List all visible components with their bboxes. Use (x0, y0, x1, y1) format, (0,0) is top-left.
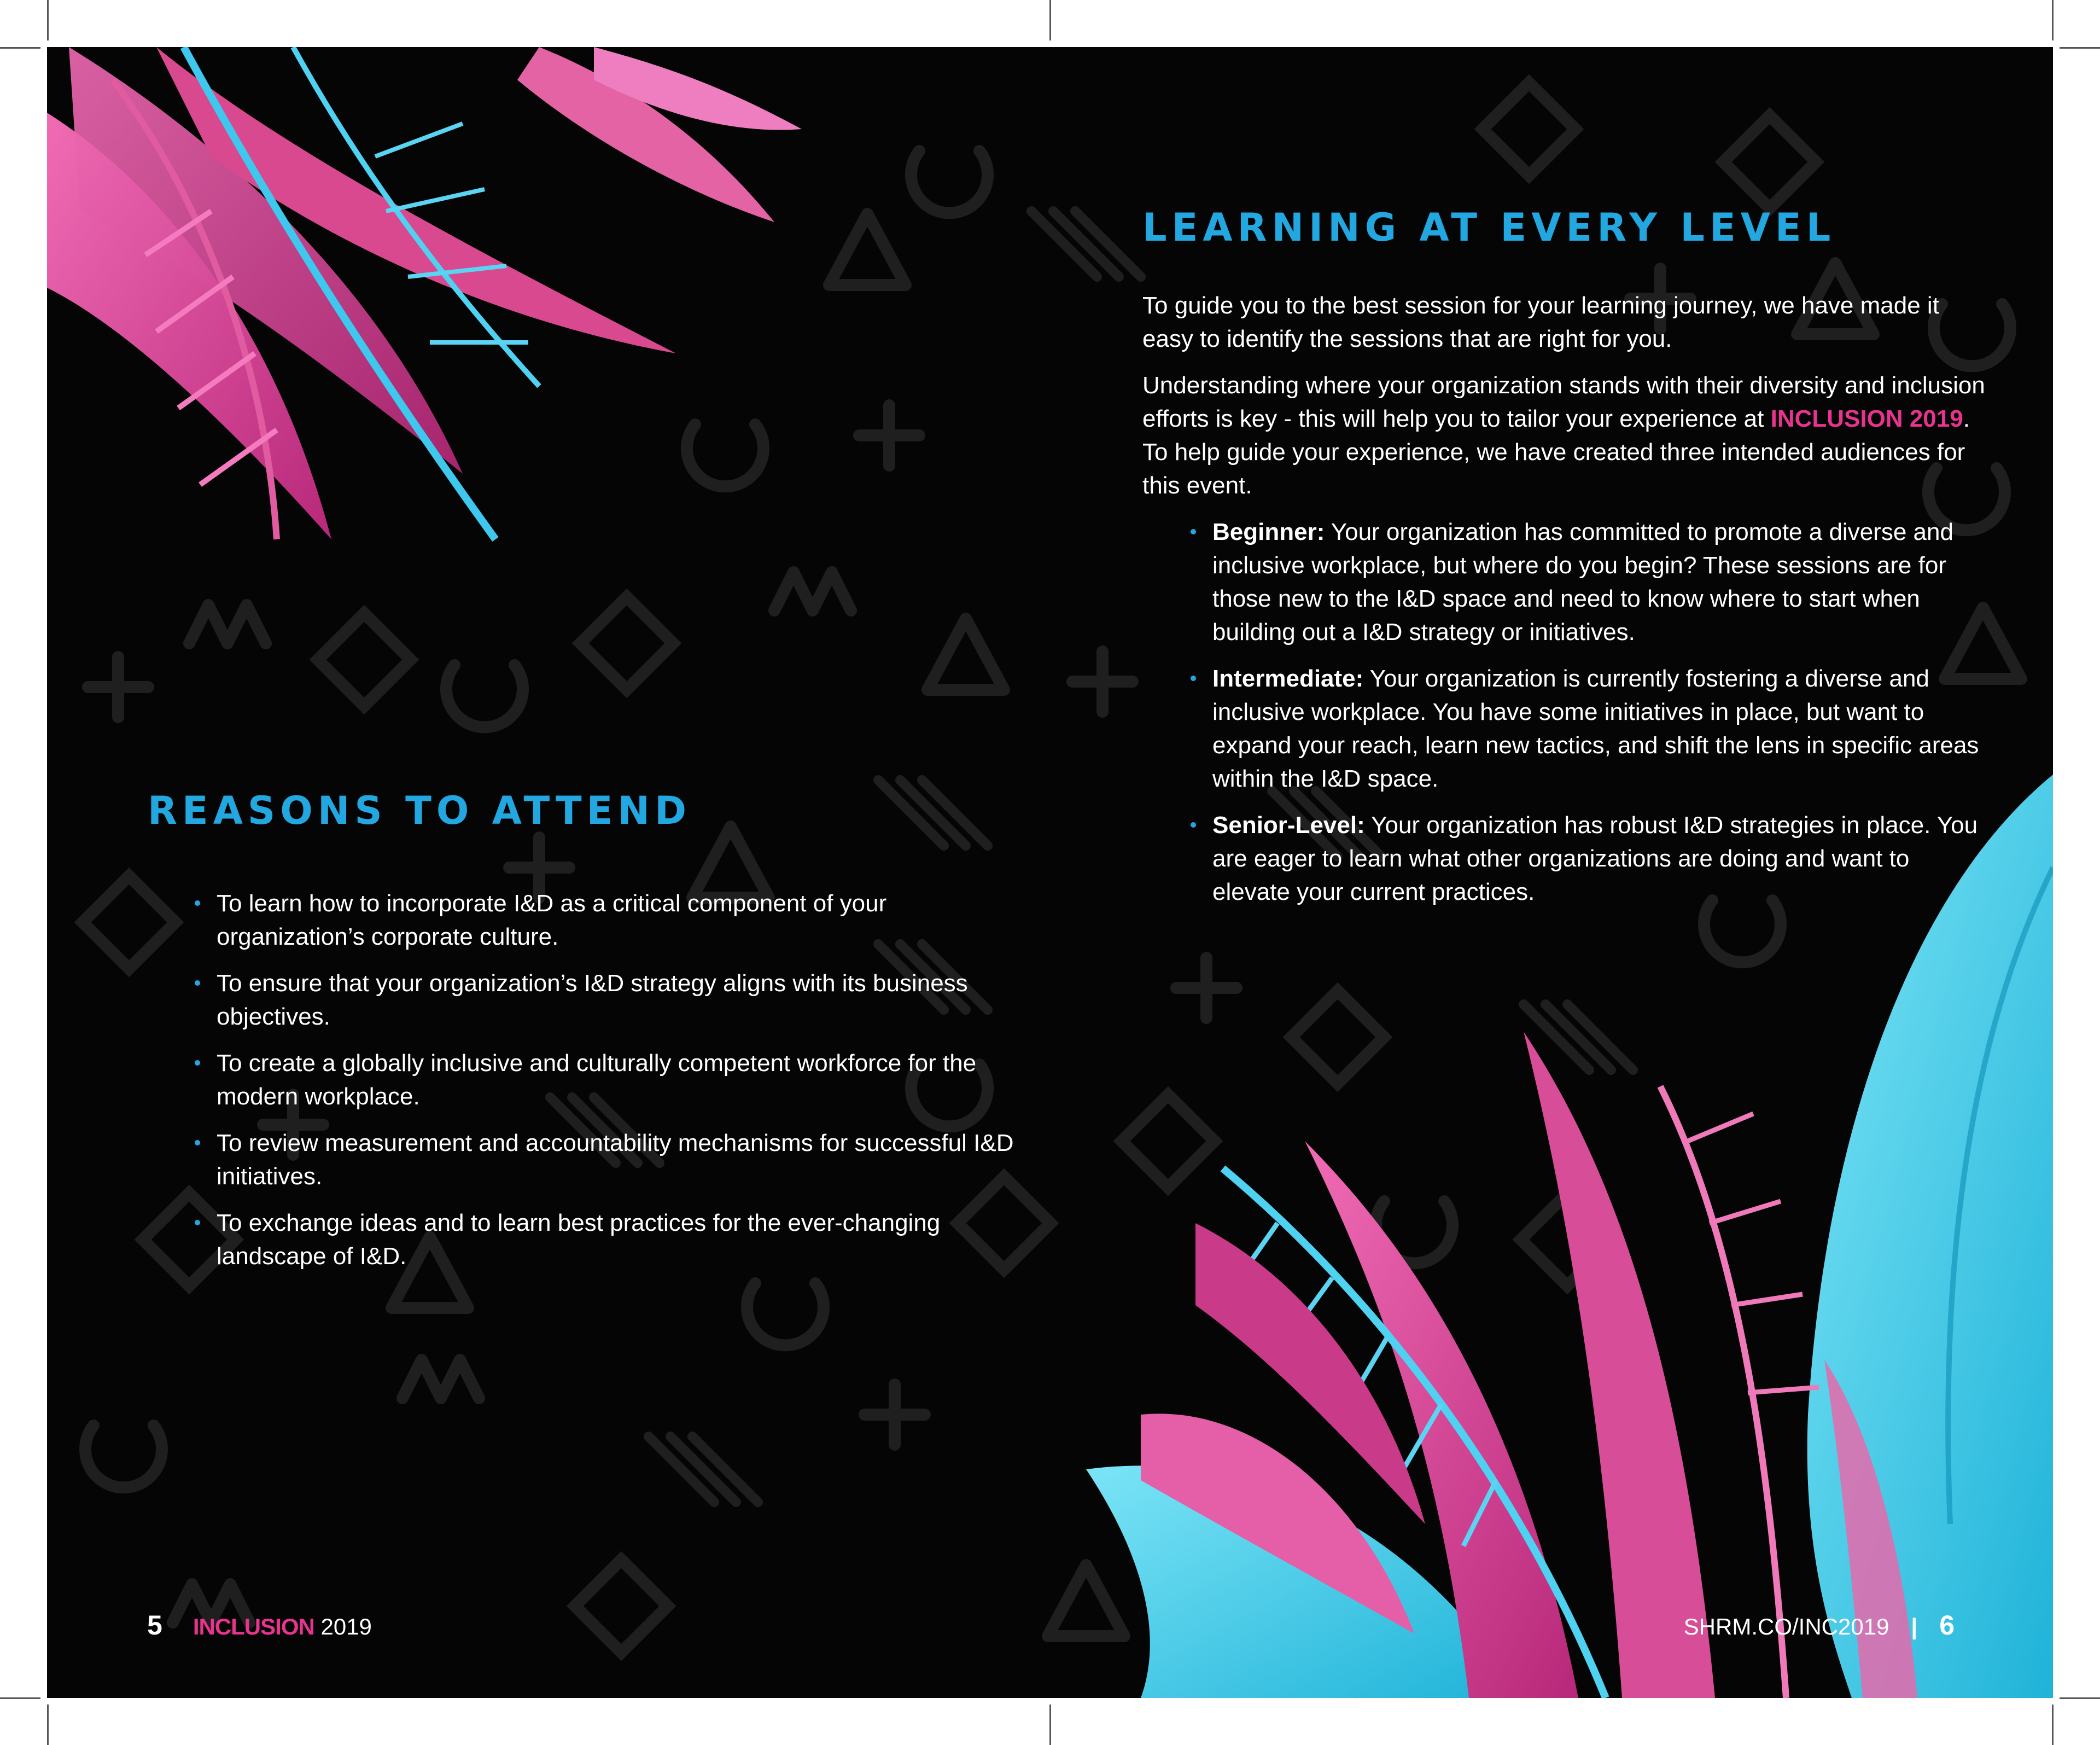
crop-mark (0, 1697, 40, 1699)
bullet-icon (1191, 822, 1196, 828)
crop-mark (0, 47, 40, 49)
reason-text: To create a globally inclusive and culturally competent workforce for the modern workplace. (217, 1050, 977, 1110)
footer-separator: | (1911, 1614, 1918, 1639)
list-item (1189, 662, 1990, 795)
bullet-icon (195, 1060, 200, 1066)
list-item (194, 1126, 1019, 1193)
crop-mark (1049, 0, 1051, 40)
level-text: Your organization is currently fostering a diverse and inclusive workplace. You have some initiatives in place, but want to expand your reach, learn new tactics, and shift the lens in specific areas within the I&D space. (1212, 665, 1979, 792)
list-item (1189, 808, 1990, 909)
footer-url: SHRM.CO/INC2019 (1683, 1614, 1889, 1639)
intro-paragraph: To guide you to the best session for your learning journey, we have made it easy to identify the sessions that are right for you. (1142, 292, 1939, 352)
levels-list (1189, 515, 1990, 909)
audience-paragraph: Understanding where your organization stands with their diversity and inclusion efforts is key - this will help you to tailor your experience at INCLUSION 2019. To help guide your experience, we have created three intended audiences for this event. (1142, 372, 1985, 499)
bullet-icon (195, 1140, 200, 1145)
level-term: Senior-Level: (1212, 812, 1365, 839)
reasons-list-block (194, 887, 1019, 1286)
footer-left (147, 1609, 372, 1643)
list-item (1189, 515, 1990, 649)
page-number: 5 (147, 1610, 162, 1641)
crop-mark (1049, 1705, 1051, 1745)
learning-heading: LEARNING AT EVERY LEVEL (1142, 205, 1836, 250)
reason-text: To exchange ideas and to learn best practices for the ever-changing landscape of I&D. (217, 1209, 941, 1270)
reason-text: To ensure that your organization’s I&D strategy aligns with its business objectives. (217, 970, 968, 1030)
bullet-icon (1191, 676, 1196, 681)
footer-brand: INCLUSION (192, 1614, 314, 1639)
level-text: Your organization has committed to promote a diverse and inclusive workplace, but where do you begin? These sessions are for those new to the I&D space and need to know where to start when building out a I&D strategy or initiatives. (1212, 519, 1953, 645)
reasons-heading: REASONS TO ATTEND (148, 788, 692, 833)
list-item (194, 1046, 1019, 1113)
bullet-icon (195, 1220, 200, 1225)
inclusion-2019-highlight: INCLUSION 2019 (1770, 405, 1963, 432)
page-number: 6 (1939, 1610, 1955, 1641)
level-term: Intermediate: (1212, 665, 1364, 692)
crop-mark (2052, 0, 2054, 40)
footer-right (1684, 1609, 1955, 1643)
crop-mark (47, 1705, 49, 1745)
reason-text: To learn how to incorporate I&D as a critical component of your organization’s corporate culture. (217, 890, 887, 950)
crop-mark (47, 0, 49, 40)
list-item (194, 967, 1019, 1033)
bullet-icon (195, 980, 200, 986)
crop-mark (2060, 1697, 2100, 1699)
level-term: Beginner: (1212, 519, 1325, 545)
list-item (194, 1206, 1019, 1273)
level-text: Your organization has robust I&D strategies in place. You are eager to learn what other organizations are doing and want to elevate your current practices. (1212, 812, 1978, 905)
reasons-list (194, 887, 1019, 1273)
bullet-icon (1191, 529, 1196, 534)
bullet-icon (195, 900, 200, 906)
crop-mark (2060, 47, 2100, 49)
list-item (194, 887, 1019, 953)
learning-body (1142, 289, 1990, 922)
footer-year: 2019 (320, 1614, 372, 1639)
crop-mark (2052, 1705, 2054, 1745)
spread-background (47, 47, 2053, 1698)
top-left-leaves (47, 47, 802, 539)
reason-text: To review measurement and accountability mechanisms for successful I&D initiatives. (217, 1130, 1014, 1190)
